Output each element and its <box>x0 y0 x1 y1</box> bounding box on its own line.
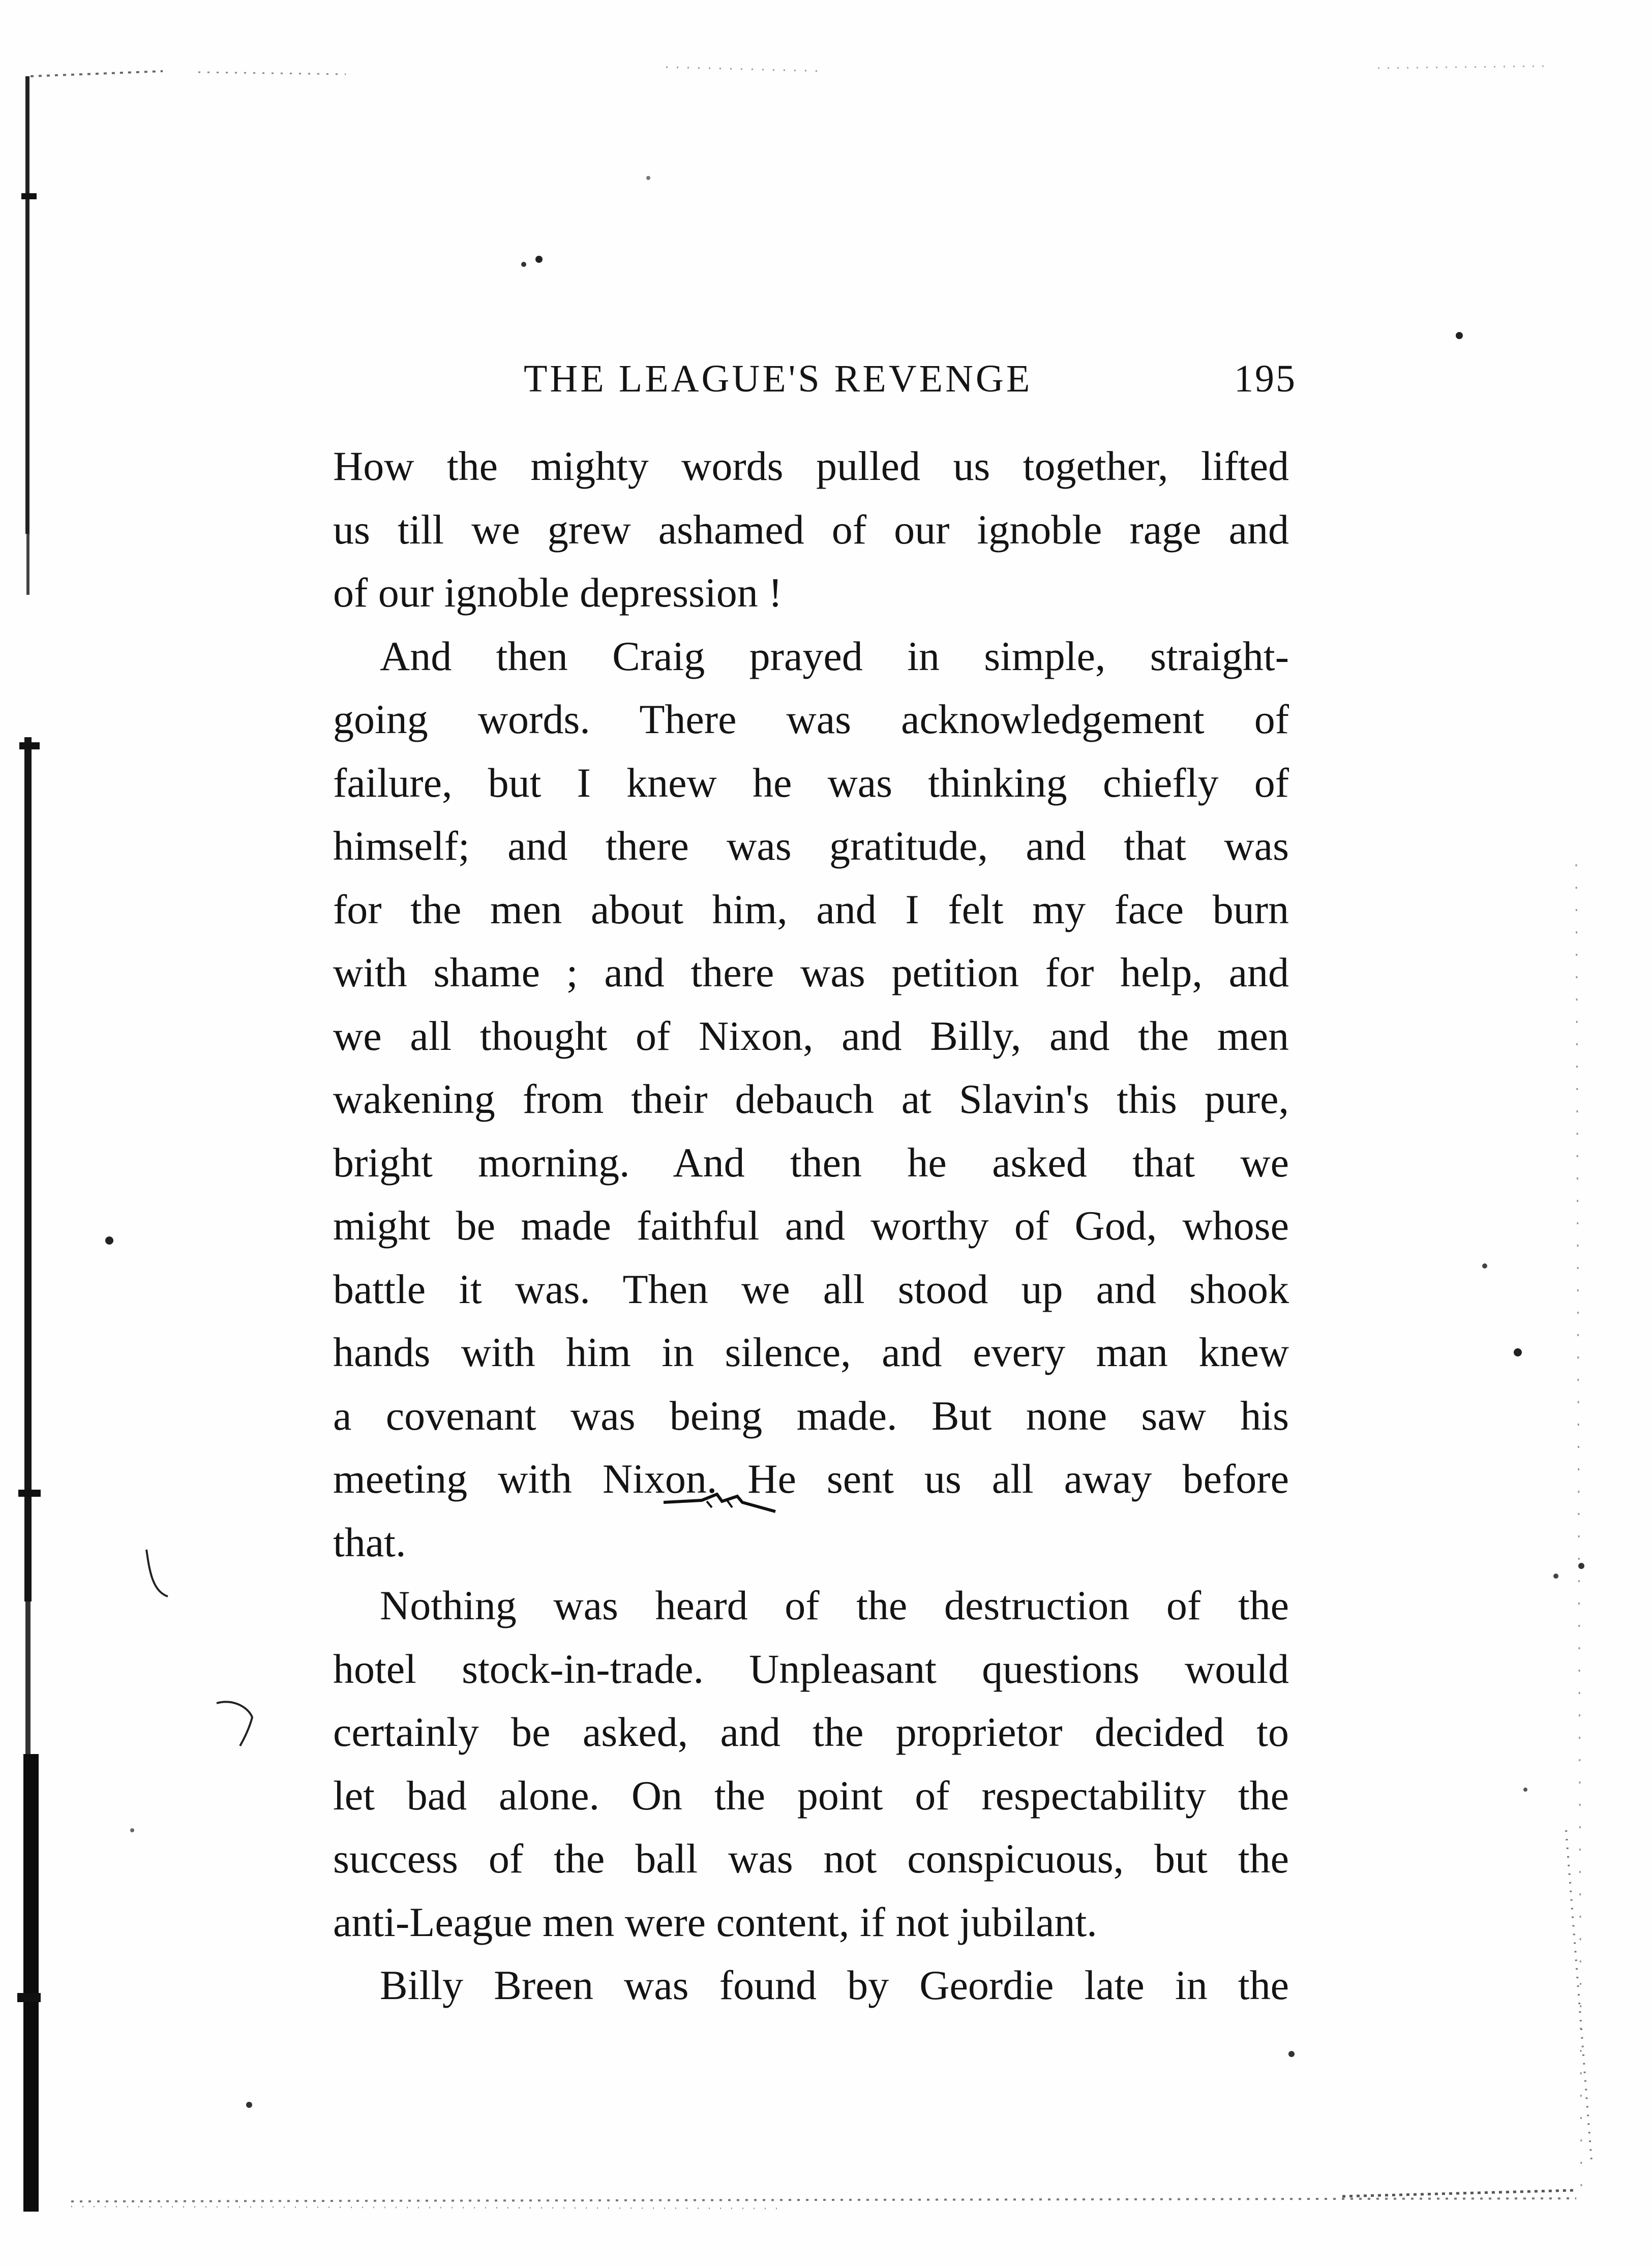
text-line: a covenant was being made. But none saw his <box>333 1392 1289 1439</box>
text-line: certainly be asked, and the proprietor decided to <box>333 1709 1289 1755</box>
text-line: failure, but I knew he was thinking chiefly of <box>333 759 1289 806</box>
text-line: wakening from their debauch at Slavin's this pure, <box>333 1076 1289 1122</box>
text-line: Nothing was heard of the destruction of the <box>380 1582 1289 1628</box>
text-line: himself; and there was gratitude, and that was <box>333 823 1289 869</box>
text-line: with shame ; and there was petition for help, and <box>333 949 1289 995</box>
right-scan-edge <box>1556 864 1597 2186</box>
text-line: hotel stock-in-trade. Unpleasant questions would <box>333 1645 1289 1692</box>
text-line: How the mighty words pulled us together, lifted <box>333 443 1289 489</box>
text-line: might be made faithful and worthy of God, whose <box>333 1202 1289 1249</box>
text-line: meeting with Nixon. He sent us all away before <box>333 1456 1289 1502</box>
text-line: hands with him in silence, and every man knew <box>333 1329 1289 1375</box>
text-line: for the men about him, and I felt my face burn <box>333 886 1289 932</box>
running-title: THE LEAGUE'S REVENGE <box>524 357 1033 400</box>
text-line: us till we grew ashamed of our ignoble rage and <box>333 506 1289 553</box>
text-line: anti-League men were content, if not jubilant. <box>333 1898 1097 1945</box>
text-line: that. <box>333 1519 406 1565</box>
text-line: going words. There was acknowledgement of <box>333 696 1289 742</box>
text-line: battle it was. Then we all stood up and shook <box>333 1265 1289 1312</box>
text-line: let bad alone. On the point of respectability the <box>333 1772 1289 1819</box>
text-line: we all thought of Nixon, and Billy, and the men <box>333 1012 1289 1059</box>
page-number: 195 <box>1234 357 1297 400</box>
text-line: bright morning. And then he asked that we <box>333 1139 1289 1186</box>
text-line: of our ignoble depression ! <box>333 569 783 616</box>
text-line: Billy Breen was found by Geordie late in the <box>380 1962 1289 2008</box>
text-line: success of the ball was not conspicuous, but the <box>333 1835 1289 1882</box>
bottom-scan-edge <box>71 2186 1576 2217</box>
text-line: And then Craig prayed in simple, straight- <box>380 632 1289 679</box>
